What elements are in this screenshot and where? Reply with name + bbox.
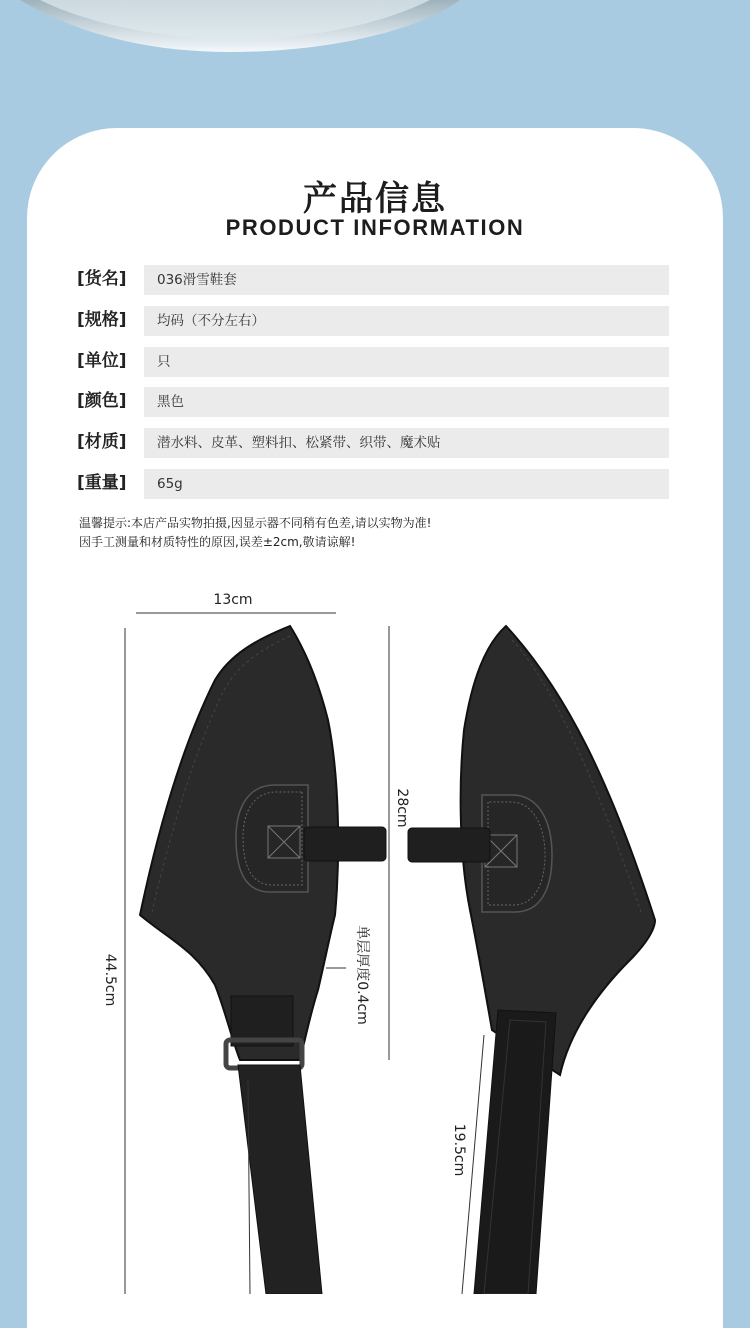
notice-line: 因手工测量和材质特性的原因,误差±2cm,敬请谅解! — [79, 535, 356, 549]
spec-value: 均码（不分左右） — [144, 306, 669, 336]
spec-value: 65g — [144, 469, 669, 499]
dimension-thickness-label: 单层厚度0.4cm — [354, 925, 370, 1025]
dimension-width-label: 13cm — [213, 592, 253, 608]
spec-label: [单位] — [77, 351, 127, 371]
dimension-strap-label: 19.5cm — [451, 1123, 467, 1177]
spec-label: [重量] — [77, 473, 127, 493]
shoe-cover-right — [408, 626, 655, 1294]
spec-value: 036滑雪鞋套 — [144, 265, 669, 295]
spec-value: 黑色 — [144, 387, 669, 417]
shoe-cover-left — [140, 626, 386, 1294]
notice-line: 温馨提示:本店产品实物拍摄,因显示器不同稍有色差,请以实物为准! — [79, 516, 432, 530]
spec-value: 潜水料、皮革、塑料扣、松紧带、织带、魔术贴 — [144, 428, 669, 458]
dimension-length-label: 44.5cm — [102, 953, 118, 1007]
spec-label: [颜色] — [77, 391, 127, 411]
spec-value: 只 — [144, 347, 669, 377]
spec-label: [材质] — [77, 432, 127, 452]
spec-label: [货名] — [77, 269, 127, 289]
title-en: PRODUCT INFORMATION — [225, 215, 525, 240]
dimension-height-label: 28cm — [394, 788, 410, 828]
title-cn: 产品信息 — [303, 179, 447, 219]
spec-label: [规格] — [77, 310, 127, 330]
